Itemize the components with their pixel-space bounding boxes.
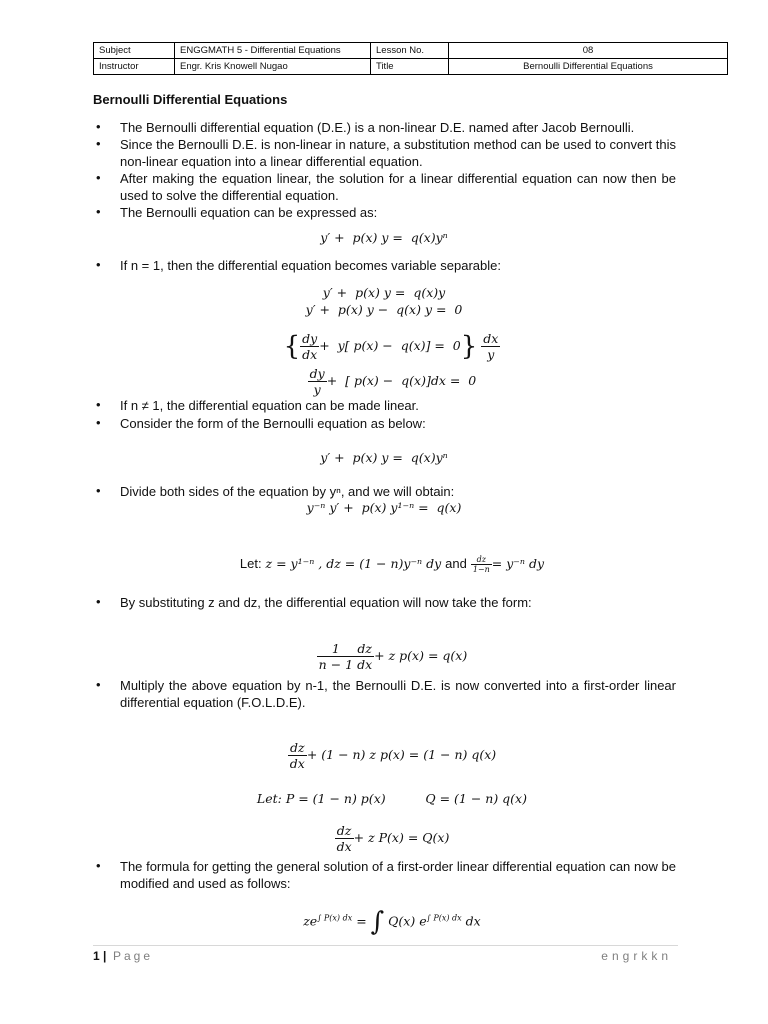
- separable-equation-3: { $\frac{dy}{dx}$ + y[ p(x) − q(x)] = 0} $\frac{dx}{y}$: [283, 331, 499, 362]
- page-label: Page: [113, 949, 154, 963]
- bullet-marker: •: [96, 397, 101, 412]
- let-p-q-definition: Let: P = (1 − n) p(x) Q = (1 − n) q(x): [256, 791, 527, 806]
- bullet-marker: •: [96, 257, 101, 272]
- general-solution-formula: $ze^{\int P(x) dx}$ = ∫ Q(x) $e^{\int P(x) dx}$ dx: [303, 907, 481, 937]
- lesson-value: 08: [449, 43, 728, 59]
- divided-equation: y⁻ⁿ y′ + p(x) y¹⁻ⁿ = q(x): [306, 500, 462, 515]
- bullet-marker: •: [96, 677, 101, 692]
- instructor-value: Engr. Kris Knowell Nugao: [175, 59, 371, 75]
- instructor-label: Instructor: [94, 59, 175, 75]
- bullet-text-7: Consider the form of the Bernoulli equation as below:: [120, 416, 426, 431]
- separable-equation-1: y′ + p(x) y = q(x)y: [322, 285, 446, 300]
- bullet-marker: •: [96, 483, 101, 498]
- footer-brand: engrkkn: [601, 949, 672, 963]
- page-number: 1 |: [93, 949, 107, 963]
- bullet-marker: •: [96, 858, 101, 873]
- bullet-text-1: The Bernoulli differential equation (D.E.) is a non-linear D.E. named after Jacob Bernoulli.: [120, 120, 635, 135]
- subject-label: Subject: [94, 43, 175, 59]
- lesson-label: Lesson No.: [371, 43, 449, 59]
- subject-value: ENGGMATH 5 - Differential Equations: [175, 43, 371, 59]
- separable-equation-4: $\frac{dy}{y}$ + [ p(x) − q(x)]dx = 0: [309, 366, 477, 397]
- bernoulli-equation: y′ + p(x) y = q(x)yⁿ: [320, 230, 448, 245]
- bullet-text-5: If n = 1, then the differential equation becomes variable separable:: [120, 258, 501, 273]
- title-value: Bernoulli Differential Equations: [449, 59, 728, 75]
- substitution-definition: Let: z = y¹⁻ⁿ , dz = (1 − n)y⁻ⁿ dy and $\frac{dz}{1-n}$ = y⁻ⁿ dy: [239, 555, 545, 574]
- bullet-text-9: By substituting z and dz, the differential equation will now take the form:: [120, 595, 532, 610]
- bullet-marker: •: [96, 204, 101, 219]
- bullet-text-8: Divide both sides of the equation by yⁿ, and we will obtain:: [120, 484, 455, 499]
- footer-divider: [93, 945, 678, 946]
- bullet-text-11: The formula for getting the general solution of a first-order linear differential equation can now be modified and used as follows:: [120, 859, 676, 891]
- bullet-text-4: The Bernoulli equation can be expressed as:: [120, 205, 378, 220]
- folde-equation: $\frac{dz}{dx}$ + (1 − n) z p(x) = (1 − n) q(x): [289, 740, 497, 771]
- section-heading: Bernoulli Differential Equations: [93, 92, 288, 107]
- substituted-equation: $\frac{1}{n - 1}$ $\frac{dz}{dx}$ + z p(x) = q(x): [318, 641, 468, 672]
- lesson-header-table: [93, 42, 728, 75]
- bullet-marker: •: [96, 119, 101, 134]
- bullet-text-2: Since the Bernoulli D.E. is non-linear in nature, a substitution method can be used to convert this non-linear equation into a linear differential equation.: [120, 137, 676, 169]
- title-label: Title: [371, 59, 449, 75]
- bullet-marker: •: [96, 415, 101, 430]
- bullet-marker: •: [96, 594, 101, 609]
- standard-form-equation: $\frac{dz}{dx}$ + z P(x) = Q(x): [336, 823, 450, 854]
- bullet-text-6: If n ≠ 1, the differential equation can be made linear.: [120, 398, 419, 413]
- bullet-text-10: Multiply the above equation by n-1, the Bernoulli D.E. is now converted into a first-order linear differential equation (F.O.L.D.E).: [120, 678, 676, 710]
- bullet-text-3: After making the equation linear, the solution for a linear differential equation can now then be used to solve the differential equation.: [120, 171, 676, 203]
- bernoulli-equation-restated: y′ + p(x) y = q(x)yⁿ: [320, 450, 448, 465]
- bullet-marker: •: [96, 136, 101, 151]
- separable-equation-2: y′ + p(x) y − q(x) y = 0: [305, 302, 463, 317]
- bullet-marker: •: [96, 170, 101, 185]
